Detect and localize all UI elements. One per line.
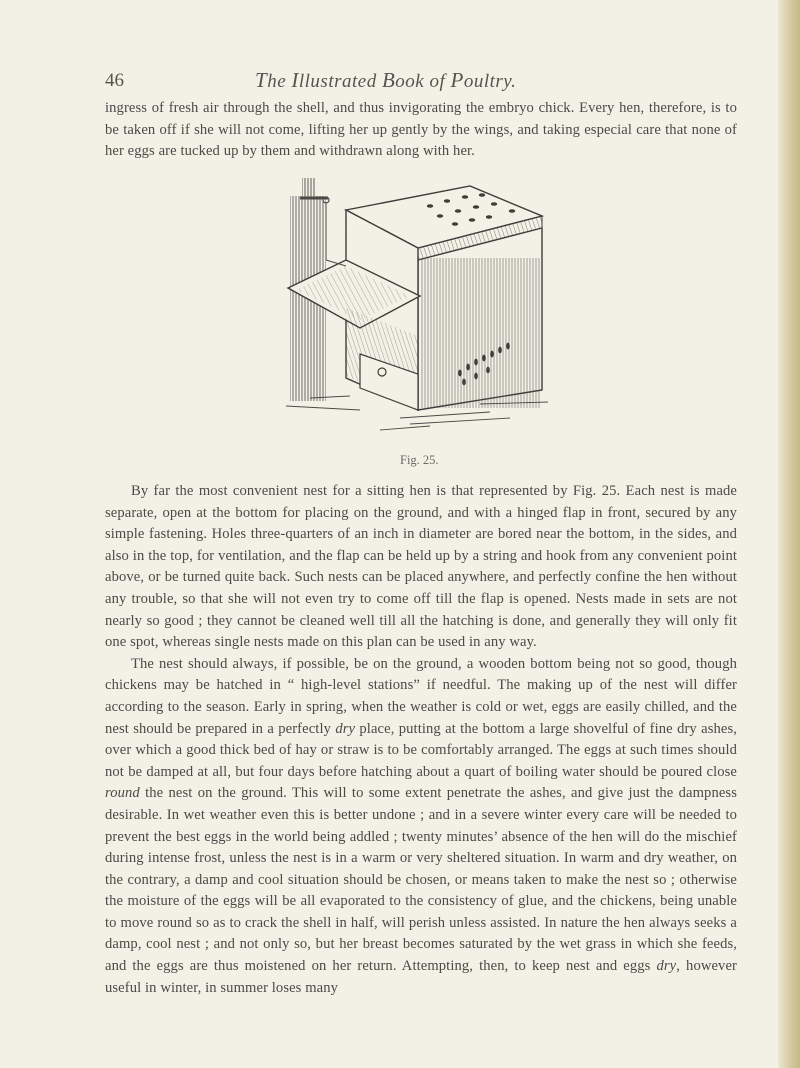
intro-text-block xyxy=(105,98,737,163)
paragraph-nest-placement xyxy=(105,654,737,1000)
title-rest: llustrated xyxy=(298,71,382,92)
italic-word: dry xyxy=(335,720,356,737)
text-run: The nest should always, if possible, be on the ground, a wooden bottom being not so good, though chickens may be hatched in “ high-level stations” if needful. The making up of the nest will differ according to the season. Early in spring, when the weather is cold or wet, eggs are easily chilled, and the nest should be prepared in a perfectly xyxy=(105,655,737,737)
title-cap: P xyxy=(450,68,464,92)
title-cap: B xyxy=(381,68,396,92)
italic-word: dry xyxy=(656,958,677,975)
figure-caption: Fig. 25. xyxy=(400,453,439,467)
text-run: the nest on the ground. This will to some extent penetrate the ashes, and give just the dampness desirable. In wet weather even this is better undone ; and in a severe winter every care will be needed to prevent the best eggs in the world being addled ; twenty minutes’ absence of the hen will do the mischief during intense frost, unless the nest is in a warm or very sheltered situation. In warm and dry weather, on the contrary, a damp and cool situation should be chosen, or means taken to make the nest so ; otherwise the moisture of the eggs will be all evaporated to the consistency of glue, and the chickens, being unable to move round so as to crack the shell in half, will perish unless assisted. In nature the hen always seeks a damp, cool nest ; and not only so, but her breast becomes saturated by the wet grass in which she feeds, and the eggs are thus moistened on her return. Attempting, then, to keep nest and eggs xyxy=(105,785,737,975)
intro-paragraph: ingress of fresh air through the shell, and thus invigorating the embryo chick. Every hen, therefore, is to be taken off if she will not come, lifting her up gently by the wings, and taking especial care that none of her eggs are tucked up by them and withdrawn along with her. xyxy=(105,100,737,160)
body-text-block xyxy=(105,481,737,999)
running-title xyxy=(255,68,516,93)
title-rest: oultry. xyxy=(463,71,517,92)
nest-box-illustration xyxy=(280,168,570,436)
text-run: , however useful in winter, in summer loses many xyxy=(105,958,737,996)
page-edge xyxy=(778,0,800,1068)
title-rest: he xyxy=(267,71,292,92)
title-cap: I xyxy=(291,68,299,92)
page-number: 46 xyxy=(105,70,124,91)
figure-nest-box xyxy=(280,168,570,436)
italic-word: round xyxy=(105,785,140,802)
text-run: place, putting at the bottom a large shovelful of fine dry ashes, over which a good thick bed of hay or straw is to be comfortably arranged. The eggs at such times should not be damped at all, but four days before hatching about a quart of boiling water should be poured close xyxy=(105,720,737,780)
paragraph-nest-description: By far the most convenient nest for a sitting hen is that represented by Fig. 25. Each nest is made separate, open at the bottom for placing on the ground, and with a hinged flap in front, secured by any simple fastening. Holes three-quarters of an inch in diameter are bored near the bottom, in the sides, and also in the top, for ventilation, and the flap can be held up by a string and hook from any convenient point above, or be turned quite back. Such nests can be placed anywhere, and perfectly confine the hen without any trouble, so that she will not even try to come off till the flap is opened. Nests made in sets are not nearly so good ; they cannot be cleaned well till all the hatching is done, and generally they will only fit one spot, whereas single nests made on this plan can be used in any way. xyxy=(105,483,737,651)
title-rest: ook of xyxy=(395,71,451,92)
running-header xyxy=(105,62,725,92)
title-cap: T xyxy=(255,68,268,92)
